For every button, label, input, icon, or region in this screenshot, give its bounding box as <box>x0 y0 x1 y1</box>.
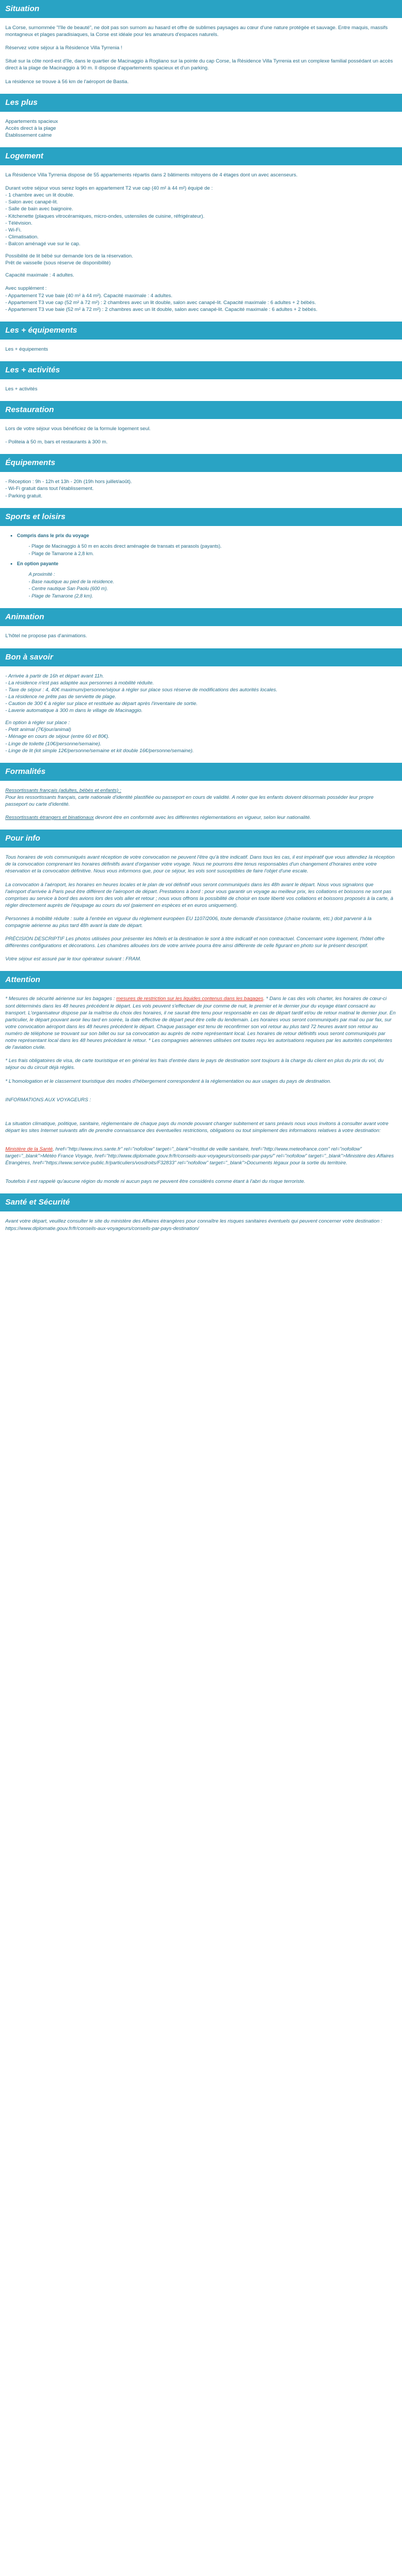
restauration-text: Lors de votre séjour vous bénéficiez de la formule logement seul. <box>5 426 151 432</box>
logement-lead: Durant votre séjour vous serez logés en appartement T2 vue cap (40 m² à 44 m²) équipé de : <box>5 185 213 192</box>
logement-equip: - 1 chambre avec un lit double. <box>5 192 74 199</box>
situation-text: Réservez votre séjour à la Résidence Villa Tyrrenia ! <box>5 45 123 51</box>
plus-item: Appartements spacieux <box>5 118 58 124</box>
equipements-item: - Réception : 9h - 12h et 13h - 20h (19h hors juillet/août). <box>5 479 132 485</box>
section-sports <box>0 508 402 600</box>
section-title-plus: Les plus <box>0 94 402 112</box>
logement-extra: Prêt de vaisselle (sous réserve de disponibilité) <box>5 260 111 266</box>
equipements-item: - Wi-Fi gratuit dans tout l'établissement. <box>5 486 94 492</box>
attention-voyageurs-heading: INFORMATIONS AUX VOYAGEURS : <box>5 1097 91 1103</box>
info-text: Votre séjour est assuré par le tour opérateur suivant : FRAM. <box>5 956 142 962</box>
sports-option-heading <box>17 560 396 600</box>
section-animation <box>0 608 402 639</box>
logement-equip: - Climatisation. <box>5 234 39 240</box>
bon-line: - Arrivée à partir de 16h et départ avant 11h. <box>5 673 104 679</box>
bon-line: - La résidence n'est pas adaptée aux personnes à mobilité réduite. <box>5 680 154 686</box>
sante-text: Avant votre départ, veuillez consulter le site du ministère des Affaires étrangères pour connaître les risques sanitaires éventuels qui peuvent concerner votre destination : https://www.diplomatie.gouv.fr/fr/conseils-aux-voyageurs/conseils-par-pays-destination/ <box>5 1218 382 1232</box>
section-title-restauration: Restauration <box>0 401 402 419</box>
section-title-animation: Animation <box>0 608 402 626</box>
plus-item: Établissement calme <box>5 132 52 138</box>
bon-line: - Taxe de séjour : 4, 40€ maximum/personne/séjour à régler sur place sous réserve de modifications des autorités locales. <box>5 687 277 693</box>
logement-sup: - Appartement T2 vue baie (40 m² à 44 m²). Capacité maximale : 4 adultes. <box>5 292 173 299</box>
attention-liquides-link[interactable]: mesures de restriction sur les liquides contenus dans les bagages <box>116 996 264 1002</box>
sports-option-label: En option payante <box>17 561 59 567</box>
sports-option-lead: A proximité : <box>29 572 55 577</box>
sports-included-item: - Plage de Tamarone à 2,8 km. <box>29 550 94 556</box>
section-title-situation: Situation <box>0 0 402 18</box>
attention-text: * L'homologation et le classement touristique des modes d'hébergement correspondent à la réglementation ou aux usages du pays de destination. <box>5 1078 331 1084</box>
logement-equip: - Salle de bain avec baignoire. <box>5 206 73 212</box>
equipements-plus-text: Les + équipements <box>5 346 48 352</box>
section-title-equipements: Équipements <box>0 454 402 472</box>
logement-intro: La Résidence Villa Tyrrenia dispose de 55 appartements répartis dans 2 bâtiments mitoyens de 4 étages dont un avec ascenseurs. <box>5 172 298 178</box>
logement-sup: - Appartement T3 vue baie (52 m² à 72 m²) : 2 chambres avec un lit double, salon avec canapé-lit. Capacité maximale : 6 adultes + 2 bébés. <box>5 306 318 313</box>
info-text: Tous horaires de vols communiqués avant réception de votre convocation ne peuvent l'être qu'à titre indicatif. Dans tous les cas, il est impératif que vous attendiez la réception de la convocation comprenant les horaires définitifs avant d'organiser votre voyage. Nous ne pourrons être tenus responsables d'un changement d'horaires entre votre réservation et la convocation définitive. Nous vous informons que, pour ce séjour, les vols sont susceptibles de faire l'objet d'une escale. <box>5 854 395 875</box>
bon-option-lead: En option à régler sur place : <box>5 720 70 726</box>
section-equipements-plus <box>0 322 402 353</box>
bon-option: - Ménage en cours de séjour (entre 60 et 80€). <box>5 734 110 740</box>
bon-option: - Petit animal (7€/jour/animal) <box>5 727 72 733</box>
info-text: La convocation à l'aéroport, les horaires en heures locales et le plan de vol définitif vous seront communiqués dans les 48h avant le départ. Nous vous signalons que l'aéroport d'arrivée à Paris peut être différent de l'aéroport de départ. Prestations à bord : pour vous garantir un voyage au meilleur prix, les collations et boissons ne sont pas comprises au service à bord des avions lors des vols aller et retour ; nous vous offrons la possibilité de choisir en toute liberté vos collations et boissons proposés à la carte, à régler directement auprès de l'équipage au cours du vol (paiement en espèces et en euros uniquement). <box>5 881 394 908</box>
formalites-etrangers-text: devront être en conformité avec les différentes réglementations en vigueur, selon leur nationalité. <box>93 815 311 821</box>
ministere-sante-link[interactable]: Ministère de la Santé <box>5 1146 53 1153</box>
logement-capacite: Capacité maximale : 4 adultes. <box>5 272 74 279</box>
bon-option: - Linge de toilette (10€/personne/semaine). <box>5 741 102 747</box>
situation-text: La résidence se trouve à 56 km de l'aéroport de Bastia. <box>5 78 129 85</box>
formalites-francais-text: Pour les ressortissants français, carte nationale d'identité plastifiée ou passeport en cours de validité. A noter que les enfants doivent désormais posséder leur propre passeport ou carte d'identité. <box>5 794 374 807</box>
attention-links-text: , href="http://www.invs.sante.fr" rel="nofollow" target="_blank">Institut de veille sanitaire, href="http://www.meteofrance.com" rel="nofollow" target="_blank">Météo France Voyage, href="http://www.diplomatie.gouv.fr/fr/conseils-aux-voyageurs/conseils-par-pays/" rel="nofollow" target="_blank">Ministère des Affaires Étrangères, href="https://www.service-public.fr/particuliers/vosdroits/F32833" rel="nofollow" target="_blank">Documents légaux pour la sortie du territoire. <box>5 1146 394 1166</box>
attention-text: Toutefois il est rappelé qu'aucune région du monde ni aucun pays ne peuvent être considérés comme étant à l'abri du risque terroriste. <box>5 1179 305 1185</box>
plus-item: Accès direct à la plage <box>5 125 56 131</box>
section-plus <box>0 94 402 139</box>
situation-text: La Corse, surnommée "l'île de beauté", ne doit pas son surnom au hasard et offre de sublimes paysages au cœur d'une nature protégée et sauvage. Entre maquis, massifs montagneux et plages paradisiaques, la Corse est idéale pour les amateurs d'espaces naturels. <box>5 25 388 38</box>
logement-equip: - Wi-Fi. <box>5 227 22 233</box>
info-text: Personnes à mobilité réduite : suite à l'entrée en vigueur du règlement européen EU 1107/2006, toute demande d'assistance (chaise roulante, etc.) doit parvenir à la compagnie aérienne au plus tard 48h avant la date de départ. <box>5 915 372 929</box>
attention-text: * Les frais obligatoires de visa, de carte touristique et en général les frais d'entrée dans le pays de destination sont toujours à la charge du client en plus du prix du vol, du séjour ou du circuit déjà réglés. <box>5 1058 384 1071</box>
formalites-francais-link[interactable]: Ressortissants français (adultes, bébés et enfants) : <box>5 787 121 794</box>
bon-option: - Linge de lit (kit simple 12€/personne/semaine et kit double 16€/personne/semaine). <box>5 747 194 754</box>
logement-equip: - Kitchenette (plaques vitrocéramiques, micro-ondes, ustensiles de cuisine, réfrigérateur). <box>5 213 205 219</box>
activites-plus-text: Les + activités <box>5 386 38 392</box>
section-title-attention: Attention <box>0 971 402 989</box>
logement-equip: - Balcon aménagé vue sur le cap. <box>5 240 81 247</box>
section-title-sante: Santé et Sécurité <box>0 1193 402 1211</box>
situation-text: Situé sur la côte nord-est d'île, dans le quartier de Macinaggio à Rogliano sur la pointe du cap Corse, la Résidence Villa Tyrrenia est un complexe familial possédant un accès direct à la plage de Macinaggio à 90 m. Il dispose d'appartements spacieux et d'un parking. <box>5 58 393 72</box>
sports-included-heading <box>17 532 396 557</box>
section-attention <box>0 971 402 1185</box>
section-bon-a-savoir <box>0 648 402 754</box>
logement-sup: - Appartement T3 vue cap (52 m² à 72 m²) : 2 chambres avec un lit double, salon avec canapé-lit. Capacité maximale : 6 adultes + 2 bébés. <box>5 299 316 306</box>
info-text: PRÉCISION DESCRIPTIF Les photos utilisées pour présenter les hôtels et la destination le sont à titre indicatif et non contractuel. Concernant votre logement, l'hôtel offre différentes configurations et décorations. Les chambres allouées lors de votre arrivée pourra être ainsi différente de celle figurant en photo sur le présent descriptif. <box>5 936 385 949</box>
section-pour-info <box>0 830 402 962</box>
logement-equip: - Télévision. <box>5 220 33 226</box>
page <box>0 0 402 1241</box>
logement-sup-lead: Avec supplément : <box>5 286 47 292</box>
bon-line: - Laverie automatique à 300 m dans le village de Macinaggio. <box>5 708 143 714</box>
section-activites-plus <box>0 361 402 393</box>
section-formalites <box>0 763 402 821</box>
section-title-formalites: Formalités <box>0 763 402 781</box>
section-logement <box>0 147 402 313</box>
section-title-logement: Logement <box>0 147 402 165</box>
sports-option-item: - Centre nautique San Paolu (600 m). <box>29 586 108 592</box>
section-title-activites-plus: Les + activités <box>0 361 402 379</box>
sports-option-item: - Plage de Tamarone (2,8 km). <box>29 593 93 599</box>
animation-text: L'hôtel ne propose pas d'animations. <box>5 633 88 639</box>
section-sante <box>0 1193 402 1232</box>
section-title-equipements-plus: Les + équipements <box>0 322 402 340</box>
logement-extra: Possibilité de lit bébé sur demande lors de la réservation. <box>5 253 133 260</box>
sports-option-item: - Base nautique au pied de la résidence. <box>29 578 115 584</box>
bon-line: - Caution de 300 € à régler sur place et restituée au départ après l'inventaire de sortie. <box>5 700 198 707</box>
sports-included-label: Compris dans le prix du voyage <box>17 532 90 538</box>
bon-line: - La résidence ne prête pas de serviette de plage. <box>5 693 117 700</box>
logement-equip: - Salon avec canapé-lit. <box>5 199 58 206</box>
sports-included-item: - Plage de Macinaggio à 50 m en accès direct aménagée de transats et parasols (payants). <box>29 543 222 549</box>
section-equipements <box>0 454 402 499</box>
equipements-item: - Parking gratuit. <box>5 493 42 499</box>
section-title-pour-info: Pour info <box>0 830 402 848</box>
section-title-bon-a-savoir: Bon à savoir <box>0 648 402 666</box>
restauration-text: - Politeia à 50 m, bars et restaurants à 300 m. <box>5 439 108 445</box>
attention-text: * Mesures de sécurité aérienne sur les bagages : <box>5 996 115 1002</box>
section-title-sports: Sports et loisirs <box>0 508 402 526</box>
attention-text: . * Dans le cas des vols charter, les horaires de cœur-ci sont déterminés dans les 48 heures précédent le départ. Les vols peuvent s'effectuer de jour comme de nuit, le premier et le dernier jour du voyage étant consacré au transport. L'organisateur dispose par la maîtrise du choix des horaires, il ne saurait être tenu pour responsable en cas de départ tardif et/ou de retour matinal le dernier jour. En particulier, le départ pouvant avoir lieu tard en soirée, la date effective de départ peut être celle du lendemain. Les horaires vous seront communiqués par mail ou par fax, sur votre convocation aéroport dans les 48 heures précédent le départ. Chaque passager est tenu de reconfirmer son vol retour au plus tard 72 heures avant son retour au numéro de téléphone se trouvant sur son billet ou sur sa convocation au auprès de notre représentant local. Les horaires de retour définitifs vous seront communiqués par notre représentant local dans les 48 heures précédant le retour. * Les compagnies aériennes utilisées ont toutes reçu les autorisations requises par les autorités compétentes de l'aviation civile. <box>5 996 396 1051</box>
section-restauration <box>0 401 402 445</box>
formalites-etrangers-link[interactable]: Ressortissants étrangers et binationaux <box>5 815 94 821</box>
attention-text: La situation climatique, politique, sanitaire, réglementaire de chaque pays du monde pouvant changer subitement et sans préavis nous vous invitons à consulter avant votre départ les sites Internet suivants afin de prendre connaissance des éventuelles restrictions, obligations ou tout simplement des informations relatives à votre destination: <box>5 1120 389 1134</box>
section-situation <box>0 0 402 85</box>
